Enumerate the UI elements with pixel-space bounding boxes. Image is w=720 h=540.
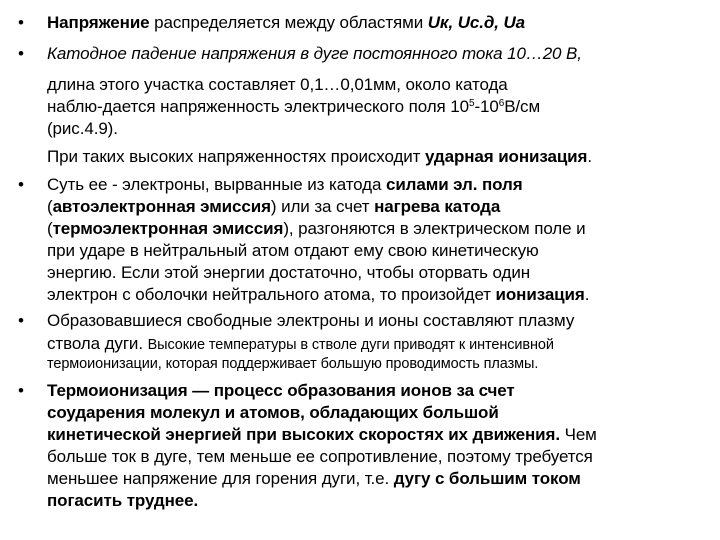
p2-line-1: Катодное падение напряжения в дуге постоянного тока 10…20 В, xyxy=(47,44,582,63)
bullet-1: • xyxy=(18,13,24,32)
p2-line-4: (рис.4.9). xyxy=(47,119,118,138)
bullet-3: • xyxy=(18,175,24,194)
bullet-5: • xyxy=(18,381,24,400)
p5-line-4: больше ток в дуге, тем меньше ее сопротивление, поэтому требуется xyxy=(47,447,593,466)
p2-line-5: При таких высоких напряженностях происходит ударная ионизация. xyxy=(47,147,592,166)
p4-line-1: Образовавшиеся свободные электроны и ионы составляют плазму xyxy=(47,311,575,330)
voltage-regions: Uк, Uс.д, Uа xyxy=(427,13,526,32)
p3-line-3: (термоэлектронная эмиссия), разгоняются в электрическом поле и xyxy=(47,219,586,238)
p5-line-2: соударения молекул и атомов, обладающих большой xyxy=(47,403,499,422)
p3-line-6: электрон с оболочки нейтрального атома, то произойдет ионизация. xyxy=(47,285,590,304)
bullet-4: • xyxy=(18,311,24,330)
p3-line-1: Суть ее - электроны, вырванные из катода силами эл. поля xyxy=(47,175,523,194)
term-impact-ionization: ударная ионизация xyxy=(424,147,588,166)
p2-line-3: наблю-дается напряженность электрического поля $10^5-10^6В/см$ xyxy=(47,97,541,116)
bullet-2: • xyxy=(18,44,24,63)
p5-line-1: Термоионизация — процесс образования ионов за счет xyxy=(47,381,515,400)
p5-line-5: меньшее напряжение для горения дуги, т.е. дугу с большим током xyxy=(47,469,581,488)
p4-line-3: термоионизации, которая поддерживает большую проводимость плазмы. xyxy=(47,356,539,372)
p4-line-2: ствола дуги. Высокие температуры в стволе дуги приводят к интенсивной xyxy=(47,334,554,353)
p5-line-6: погасить труднее. xyxy=(47,491,199,510)
p3-line-5: энергию. Если этой энергии достаточно, чтобы оторвать один xyxy=(47,263,531,282)
term-voltage: Напряжение xyxy=(47,13,150,32)
p5-line-3: кинетической энергией при высоких скоростях их движения. Чем xyxy=(47,425,597,444)
p3-line-2: (автоэлектронная эмиссия) или за счет нагрева катода xyxy=(47,197,501,216)
p2-line-2: длина этого участка составляет 0,1…0,01мм, около катода xyxy=(47,75,508,94)
p1-line-1: Напряжение распределяется между областями Uк, Uс.д, Uа xyxy=(47,13,526,32)
p3-line-4: при ударе в нейтральный атом отдают ему свою кинетическую xyxy=(47,241,539,260)
